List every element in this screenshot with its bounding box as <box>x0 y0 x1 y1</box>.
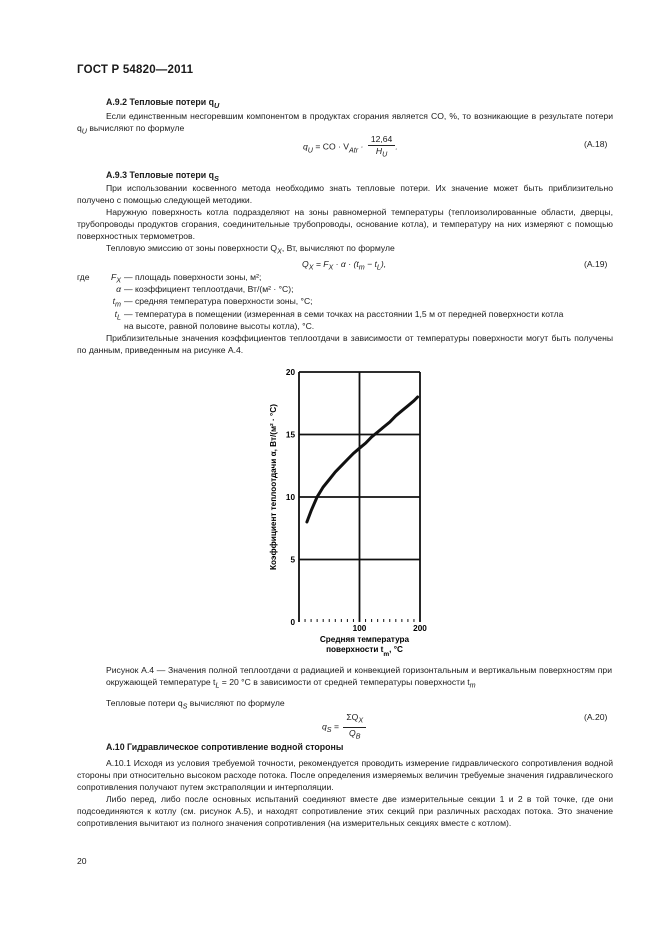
definition-alpha: α — коэффициент теплоотдачи, Вт/(м² · °C); <box>116 284 294 295</box>
paragraph-a92: Если единственным несгоревшим компонентом в продуктах сгорания является CO, %, то возникающие в результате потери $q_U$ вычисляют по формуле <box>77 111 613 136</box>
formula-number-a18: (А.18) <box>584 139 608 149</box>
paragraph-a93-2: Наружную поверхность котла подразделяют на зоны равномерной температуры (теплоизолированные области, дверцы, трубопроводы продуктов сгорания, соединительные трубопроводы, основание котла), и температуру на них измеряют с помощью поверхностных термометров. <box>77 207 613 242</box>
paragraph-a93-4: Приблизительные значения коэффициентов теплоотдачи в зависимости от температуры поверхности могут быть получены по данным, приведенным на рисунке А.4. <box>77 333 613 356</box>
formula-a18: $q_U$ = CO · $V_{Atr}$ · $\frac{12,64}{H_U}$ . <box>303 134 398 159</box>
chart-y-tick-label: 0 <box>290 618 295 627</box>
definition-tl-continued: на высоте, равной половине высоты котла), °C. <box>124 320 315 331</box>
formula-a20: $q_S$ = $\frac{\Sigma Q_X}{Q_B}$ <box>322 712 366 742</box>
chart-series-line <box>307 397 418 522</box>
formula-a19: $Q_X = F_X \cdot \alpha \cdot (t_m - t_L)$, <box>302 259 387 272</box>
formula-number-a19: (А.19) <box>584 259 608 269</box>
paragraph-a93-3: Тепловую эмиссию от зоны поверхности $Q_X$, Вт, вычисляют по формуле <box>106 243 395 256</box>
chart-x-axis-label-line2: поверхности $t_m$, °C <box>326 645 403 658</box>
definition-fx: где $F_X$ — площадь поверхности зоны, м²; <box>77 272 262 285</box>
figure-caption: Рисунок А.4 — Значения полной теплоотдачи α радиацией и конвекцией горизонтальным и вертикальным поверхностям при окружающей температуре $t_L = 20$ °C в зависимости от средней температуры поверхности $t_m$ <box>106 665 612 690</box>
section-heading-a92: А.9.2 Тепловые потери $q_U$ <box>106 97 220 110</box>
chart-y-tick-label: 10 <box>285 493 295 502</box>
section-heading-a10: А.10 Гидравлическое сопротивление водной стороны <box>106 742 344 752</box>
chart-y-tick-label: 20 <box>285 368 295 377</box>
page-number: 20 <box>77 856 87 866</box>
paragraph-qs: Тепловые потери $q_S$ вычисляют по формуле <box>106 698 285 711</box>
paragraph-a10-2: Либо перед, либо после основных испытаний соединяют вместе две измерительные секции 1 и 2 в той точке, где они подсоединяются к котлу (см. рисунок А.5), и находят сопротивление этих секций при различных расходах потока. Это значение сопротивления вычитают из полного значения сопротивления (на измерительных секциях вместе с котлом). <box>77 794 613 829</box>
chart-y-tick-label: 5 <box>290 555 295 565</box>
chart-y-tick-label: 15 <box>285 430 295 440</box>
formula-number-a20: (А.20) <box>584 712 608 722</box>
heat-transfer-chart <box>260 360 435 660</box>
chart-y-axis-label: Коэффициент теплоотдачи α, Вт/(м² · °C) <box>269 404 278 570</box>
definitions-list <box>77 271 613 332</box>
section-heading-a93: А.9.3 Тепловые потери $q_S$ <box>106 170 219 183</box>
chart-x-axis-label-line1: Средняя температура <box>319 635 410 644</box>
chart-x-tick-label: 200 <box>413 624 427 633</box>
chart-x-tick-label: 100 <box>352 624 367 633</box>
definition-tm: $t_m$ — средняя температура поверхности зоны, °C; <box>112 296 313 310</box>
definition-tl: $t_L$ — температура в помещении (измеренная в семи точках на расстоянии 1,5 м от передней поверхности котла <box>114 308 564 322</box>
document-header: ГОСТ Р 54820—2011 <box>77 64 194 76</box>
paragraph-a93-1: При использовании косвенного метода необходимо знать тепловые потери. Их значение может быть приблизительно получено с помощью следующей методики. <box>77 183 613 206</box>
paragraph-a10-1: А.10.1 Исходя из условия требуемой точности, рекомендуется проводить измерение гидравлического сопротивления водной стороны при относительно высоком расходе потока. После определения измеряемых величин требуемые значения гидравлического сопротивления получают путем экстраполяции и интерполяции. <box>77 758 613 793</box>
